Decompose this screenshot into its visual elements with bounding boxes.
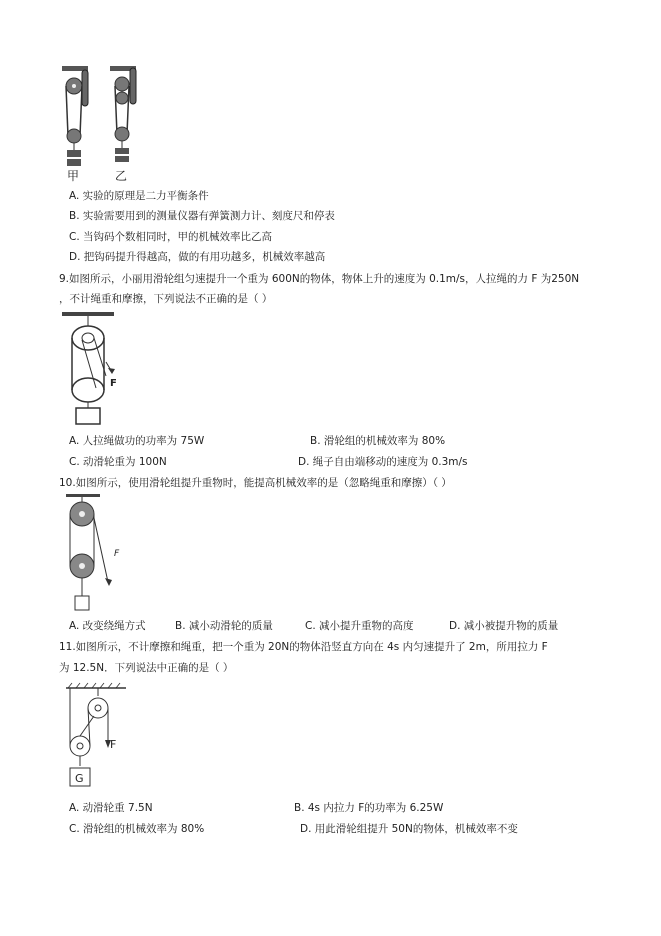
figure-q9-pulley xyxy=(60,310,130,428)
figure-q8-pulleys xyxy=(60,64,146,184)
figure-label-jia: 甲 xyxy=(67,169,80,183)
q10-option-d: D. 减小被提升物的质量 xyxy=(449,620,559,632)
q11-option-b: B. 4s 内拉力 F的功率为 6.25W xyxy=(294,802,444,814)
figure-label-f: F xyxy=(110,378,117,389)
q11-stem-line2: 为 12.5N．下列说法中正确的是（ ） xyxy=(59,662,234,674)
figure-label-yi: 乙 xyxy=(115,169,128,183)
q10-option-b: B. 减小动滑轮的质量 xyxy=(175,620,273,632)
q11-stem-line1: 11.如图所示，不计摩擦和绳重，把一个重为 20N的物体沿竖直方向在 4s 内匀速提升了 2m，所用拉力 F xyxy=(59,641,548,653)
q9-option-b: B. 滑轮组的机械效率为 80% xyxy=(310,435,446,447)
q8-option-b: B. 实验需要用到的测量仪器有弹簧测力计、刻度尺和停表 xyxy=(69,210,335,222)
q11-option-d: D. 用此滑轮组提升 50N的物体，机械效率不变 xyxy=(300,823,518,835)
q10-stem: 10.如图所示，使用滑轮组提升重物时，能提高机械效率的是（忽略绳重和摩擦）（ ） xyxy=(59,477,452,489)
q11-option-a: A. 动滑轮重 7.5N xyxy=(69,802,153,814)
q8-option-d: D. 把钩码提升得越高，做的有用功越多，机械效率越高 xyxy=(69,251,326,263)
q9-option-a: A. 人拉绳做功的功率为 75W xyxy=(69,435,205,447)
q9-option-d: D. 绳子自由端移动的速度为 0.3m/s xyxy=(298,456,468,468)
q9-stem-line1: 9.如图所示，小丽用滑轮组匀速提升一个重为 600N的物体，物体上升的速度为 0.1m/s，人拉绳的力 F 为250N xyxy=(59,273,580,285)
figure-label-g: G xyxy=(75,772,84,785)
figure-q10-pulley xyxy=(60,492,130,614)
q8-option-a: A. 实验的原理是二力平衡条件 xyxy=(69,190,209,202)
figure-label-f: F xyxy=(114,549,120,559)
figure-label-f: F xyxy=(110,738,117,751)
q9-stem-line2: ，不计绳重和摩擦，下列说法不正确的是（ ） xyxy=(59,293,273,305)
q8-option-c: C. 当钩码个数相同时，甲的机械效率比乙高 xyxy=(69,231,273,243)
q11-option-c: C. 滑轮组的机械效率为 80% xyxy=(69,823,205,835)
figure-q11-pulley xyxy=(64,682,148,794)
q9-option-c: C. 动滑轮重为 100N xyxy=(69,456,167,468)
q10-option-a: A. 改变绕绳方式 xyxy=(69,620,146,632)
q10-option-c: C. 减小提升重物的高度 xyxy=(305,620,414,632)
